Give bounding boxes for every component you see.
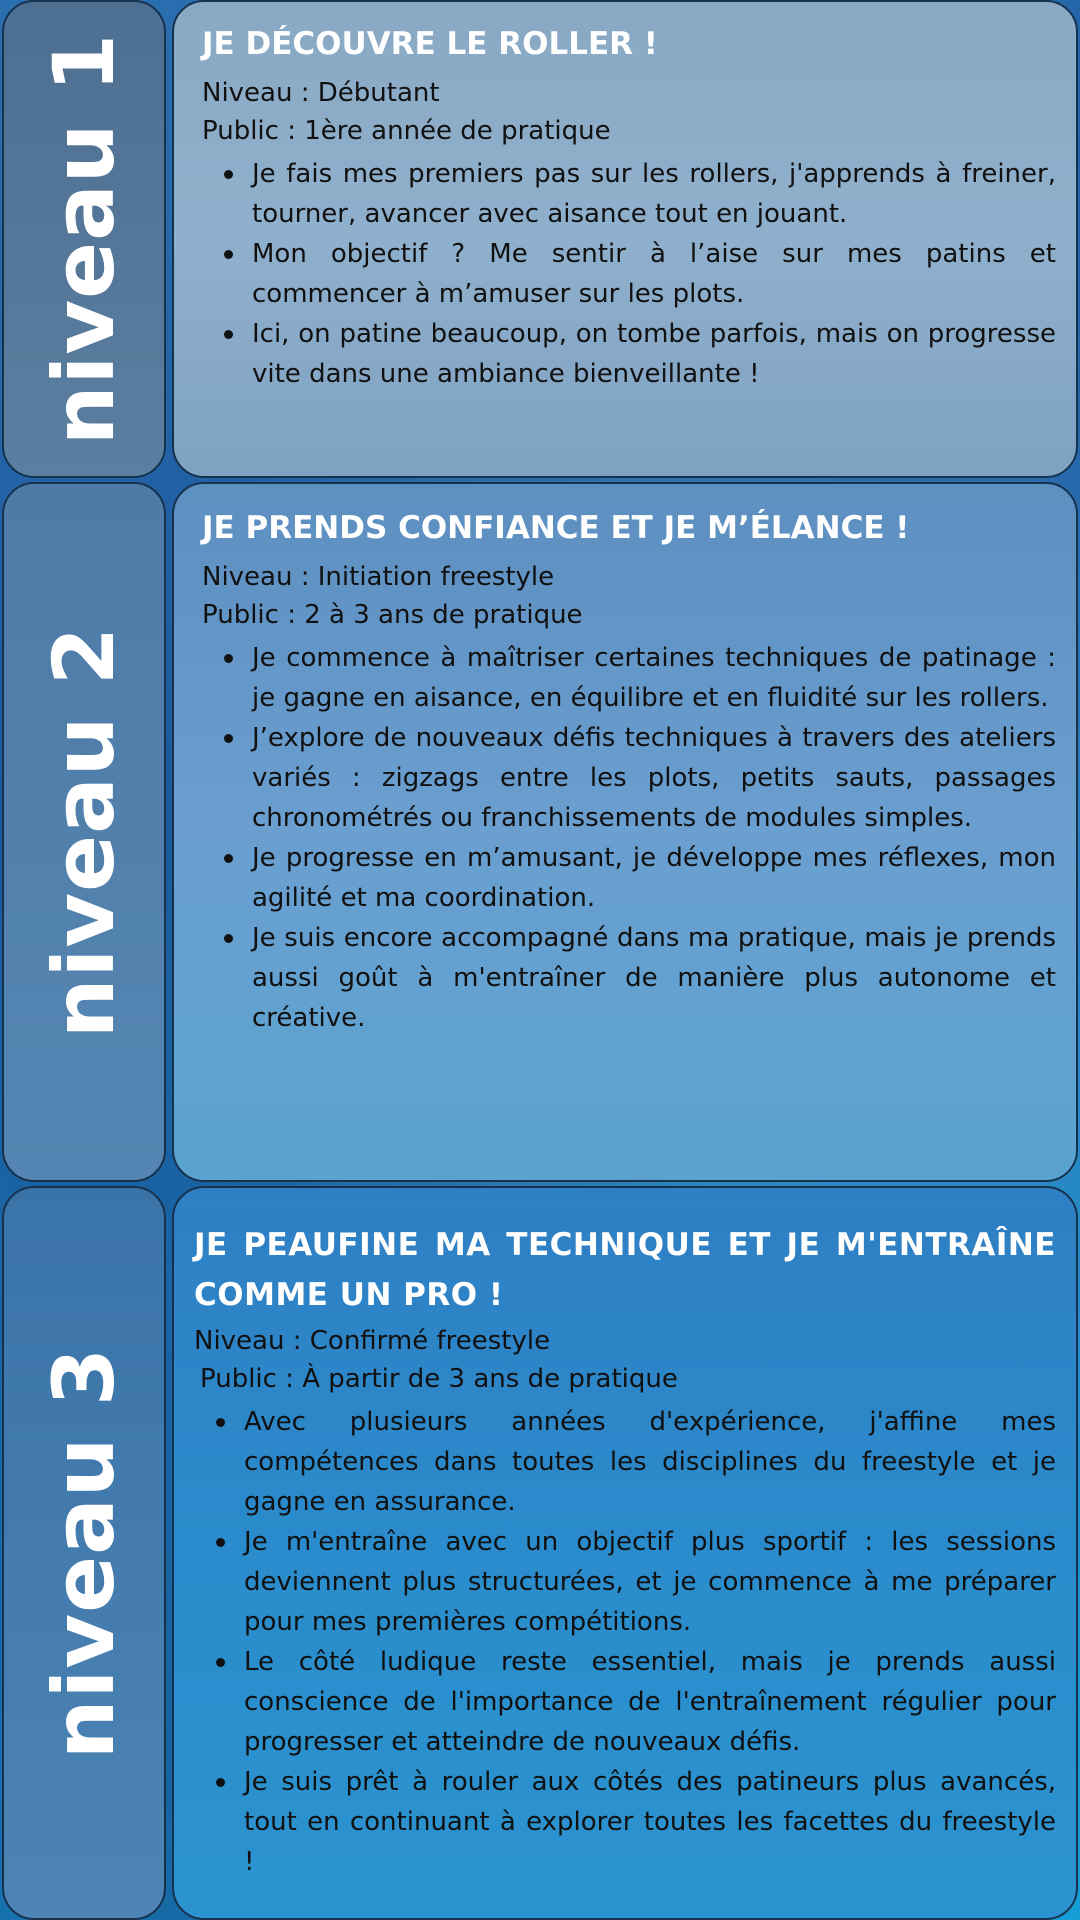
level-3-bullet: Avec plusieurs années d'expérience, j'affine mes compétences dans toutes les disciplines du freestyle et je gagne en assurance. — [244, 1402, 1056, 1522]
level-3-bullet: Le côté ludique reste essentiel, mais je prends aussi conscience de l'importance de l'entraînement régulier pour progresser et atteindre de nouveaux défis. — [244, 1642, 1056, 1762]
level-3-niveau: Niveau : Confirmé freestyle — [194, 1326, 551, 1356]
level-1-bullet: Je fais mes premiers pas sur les rollers, j'apprends à freiner, tourner, avancer avec aisance tout en jouant. — [252, 154, 1056, 234]
level-3-public: Public : À partir de 3 ans de pratique — [200, 1364, 678, 1394]
level-2-section — [0, 482, 1080, 1182]
level-2-bullet: Je commence à maîtriser certaines techniques de patinage : je gagne en aisance, en équilibre et en fluidité sur les rollers. — [252, 638, 1056, 718]
level-3-label: niveau 3 — [35, 1346, 133, 1760]
level-2-title: JE PRENDS CONFIANCE ET JE M’ÉLANCE ! — [202, 510, 910, 546]
level-2-label-box — [2, 482, 166, 1182]
level-1-niveau: Niveau : Débutant — [202, 78, 440, 108]
level-3-content-box — [172, 1186, 1078, 1920]
level-2-bullet: J’explore de nouveaux défis techniques à travers des ateliers variés : zigzags entre les plots, petits sauts, passages chronométrés ou franchissements de modules simples. — [252, 718, 1056, 838]
level-1-section — [0, 0, 1080, 478]
level-1-label: niveau 1 — [35, 32, 133, 446]
level-2-public: Public : 2 à 3 ans de pratique — [202, 600, 583, 630]
level-1-bullet: Mon objectif ? Me sentir à l’aise sur mes patins et commencer à m’amuser sur les plots. — [252, 234, 1056, 314]
level-3-title: JE PEAUFINE MA TECHNIQUE ET JE M'ENTRAÎNE COMME UN PRO ! — [194, 1227, 1056, 1313]
level-1-public: Public : 1ère année de pratique — [202, 116, 611, 146]
level-2-content-box — [172, 482, 1078, 1182]
level-1-bullet: Ici, on patine beaucoup, on tombe parfois, mais on progresse vite dans une ambiance bienveillante ! — [252, 314, 1056, 394]
level-1-bullet-list — [202, 154, 1056, 394]
level-2-bullet: Je progresse en m’amusant, je développe mes réflexes, mon agilité et ma coordination. — [252, 838, 1056, 918]
level-3-bullet: Je m'entraîne avec un objectif plus sportif : les sessions deviennent plus structurées, et je commence à me préparer pour mes premières compétitions. — [244, 1522, 1056, 1642]
level-2-niveau: Niveau : Initiation freestyle — [202, 562, 555, 592]
level-1-title: JE DÉCOUVRE LE ROLLER ! — [202, 26, 658, 62]
level-2-bullet-list — [202, 638, 1056, 1038]
level-3-bullet: Je suis prêt à rouler aux côtés des patineurs plus avancés, tout en continuant à explorer toutes les facettes du freestyle ! — [244, 1762, 1056, 1882]
level-3-section — [0, 1186, 1080, 1920]
level-3-bullet-list — [194, 1402, 1056, 1882]
level-3-label-box — [2, 1186, 166, 1920]
level-2-bullet: Je suis encore accompagné dans ma pratique, mais je prends aussi goût à m'entraîner de manière plus autonome et créative. — [252, 918, 1056, 1038]
level-1-label-box — [2, 0, 166, 478]
level-2-label: niveau 2 — [35, 625, 133, 1039]
level-1-content-box — [172, 0, 1078, 478]
